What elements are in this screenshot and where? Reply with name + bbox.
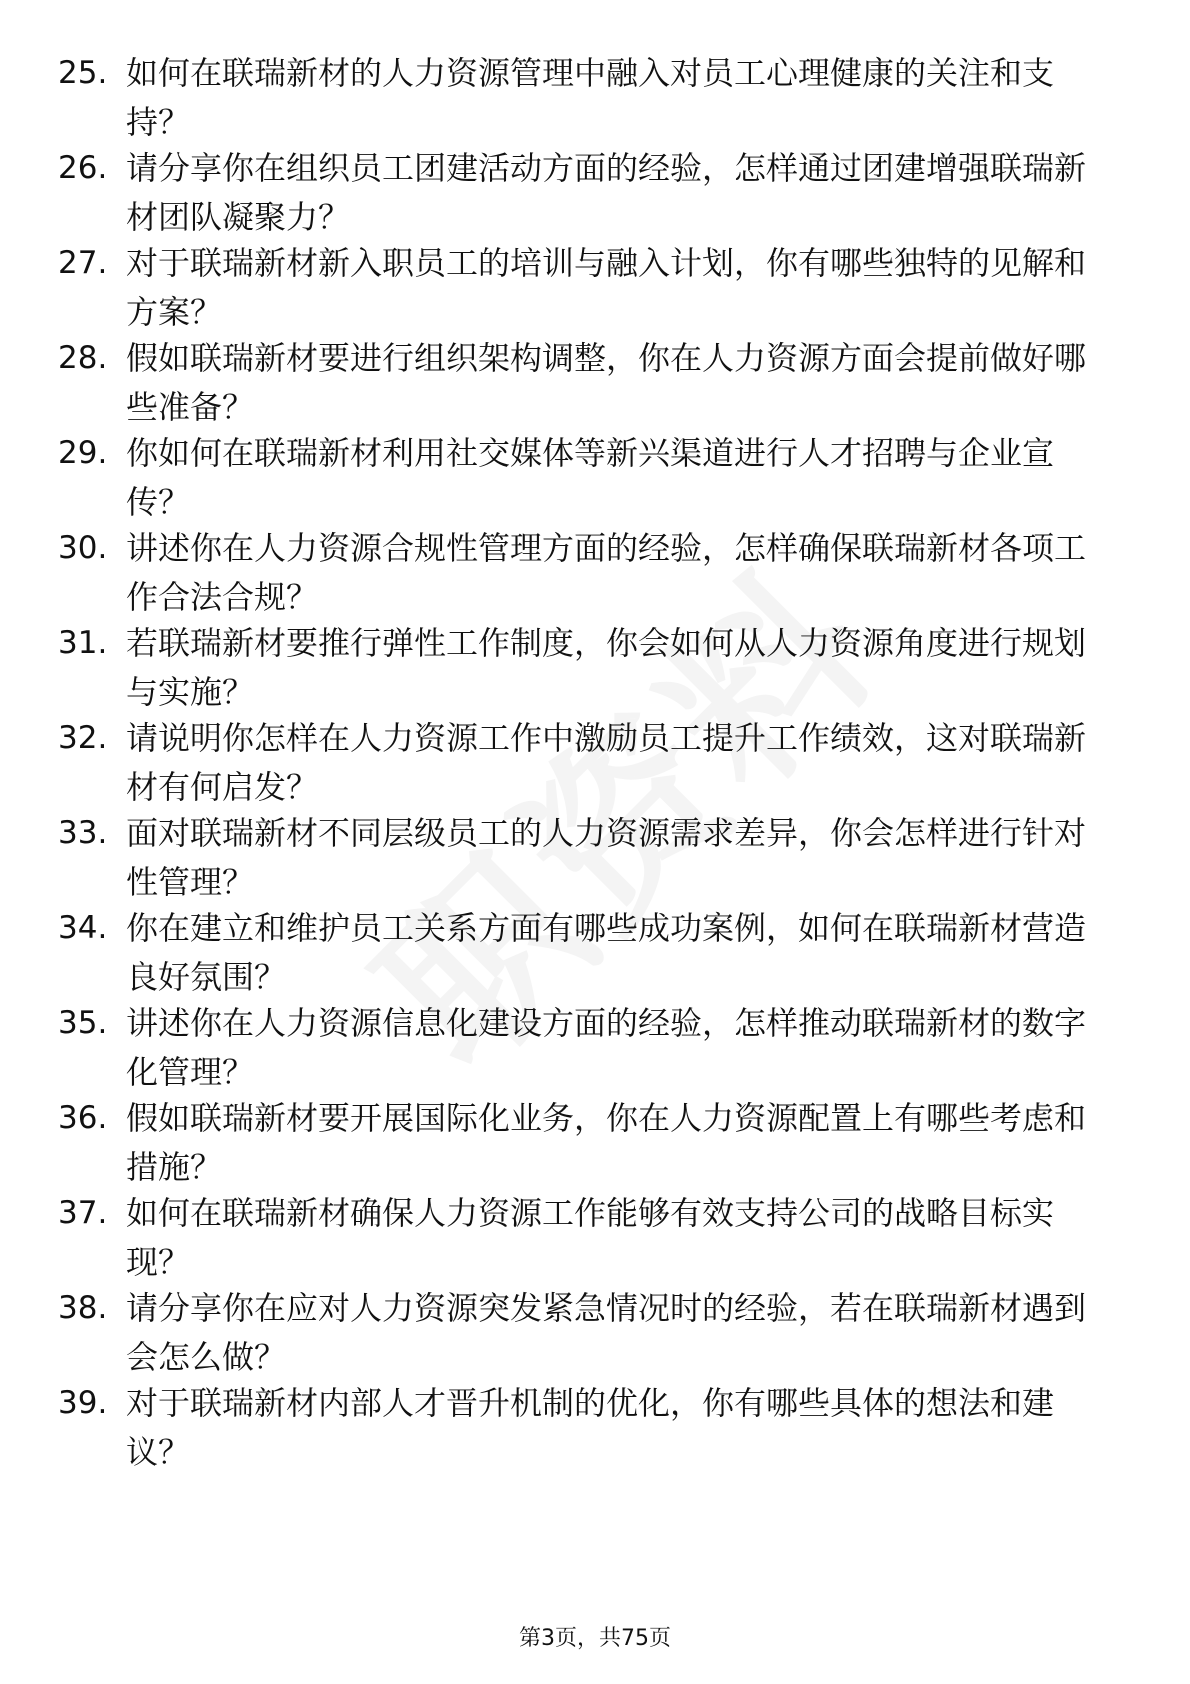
question-number: 39. (58, 1385, 108, 1421)
question-item (0, 144, 1190, 254)
question-number: 35. (58, 1005, 108, 1041)
question-text: 请分享你在组织员工团建活动方面的经验，怎样通过团建增强联瑞新材团队凝聚力？ (126, 149, 1087, 236)
question-text: 你如何在联瑞新材利用社交媒体等新兴渠道进行人才招聘与企业宣传？ (126, 434, 1055, 521)
question-item (0, 1284, 1190, 1394)
question-number: 26. (58, 150, 108, 186)
question-number: 37. (58, 1195, 108, 1231)
question-number: 31. (58, 625, 108, 661)
question-item (0, 1189, 1190, 1299)
question-number: 33. (58, 815, 108, 851)
question-item (0, 809, 1190, 919)
question-text: 请说明你怎样在人力资源工作中激励员工提升工作绩效，这对联瑞新材有何启发？ (126, 719, 1087, 806)
question-text: 假如联瑞新材要进行组织架构调整，你在人力资源方面会提前做好哪些准备？ (126, 339, 1087, 426)
question-number: 36. (58, 1100, 108, 1136)
question-text: 面对联瑞新材不同层级员工的人力资源需求差异，你会怎样进行针对性管理？ (126, 814, 1087, 901)
question-number: 25. (58, 55, 108, 91)
question-item (0, 1379, 1190, 1489)
question-number: 30. (58, 530, 108, 566)
question-item (0, 619, 1190, 729)
question-number: 34. (58, 910, 108, 946)
question-number: 27. (58, 245, 108, 281)
question-text: 讲述你在人力资源合规性管理方面的经验，怎样确保联瑞新材各项工作合法合规？ (126, 529, 1087, 616)
question-number: 32. (58, 720, 108, 756)
question-item (0, 1094, 1190, 1204)
page-footer (0, 1624, 1190, 1654)
question-item (0, 904, 1190, 1014)
question-number: 28. (58, 340, 108, 376)
page-number-label: 第3页，共75页 (519, 1626, 671, 1651)
question-item (0, 524, 1190, 634)
question-text: 如何在联瑞新材确保人力资源工作能够有效支持公司的战略目标实现？ (126, 1194, 1055, 1281)
question-number: 29. (58, 435, 108, 471)
question-item (0, 429, 1190, 539)
question-text: 请分享你在应对人力资源突发紧急情况时的经验，若在联瑞新材遇到会怎么做？ (126, 1289, 1087, 1376)
question-text: 讲述你在人力资源信息化建设方面的经验，怎样推动联瑞新材的数字化管理？ (126, 1004, 1087, 1091)
question-item (0, 714, 1190, 824)
question-item (0, 49, 1190, 159)
question-text: 你在建立和维护员工关系方面有哪些成功案例，如何在联瑞新材营造良好氛围？ (126, 909, 1087, 996)
question-text: 假如联瑞新材要开展国际化业务，你在人力资源配置上有哪些考虑和措施？ (126, 1099, 1087, 1186)
question-item (0, 999, 1190, 1109)
question-text: 如何在联瑞新材的人力资源管理中融入对员工心理健康的关注和支持？ (126, 54, 1055, 141)
question-item (0, 334, 1190, 444)
question-number: 38. (58, 1290, 108, 1326)
question-text: 若联瑞新材要推行弹性工作制度，你会如何从人力资源角度进行规划与实施？ (126, 624, 1087, 711)
question-text: 对于联瑞新材内部人才晋升机制的优化，你有哪些具体的想法和建议？ (126, 1384, 1055, 1471)
question-item (0, 239, 1190, 349)
question-text: 对于联瑞新材新入职员工的培训与融入计划，你有哪些独特的见解和方案？ (126, 244, 1087, 331)
